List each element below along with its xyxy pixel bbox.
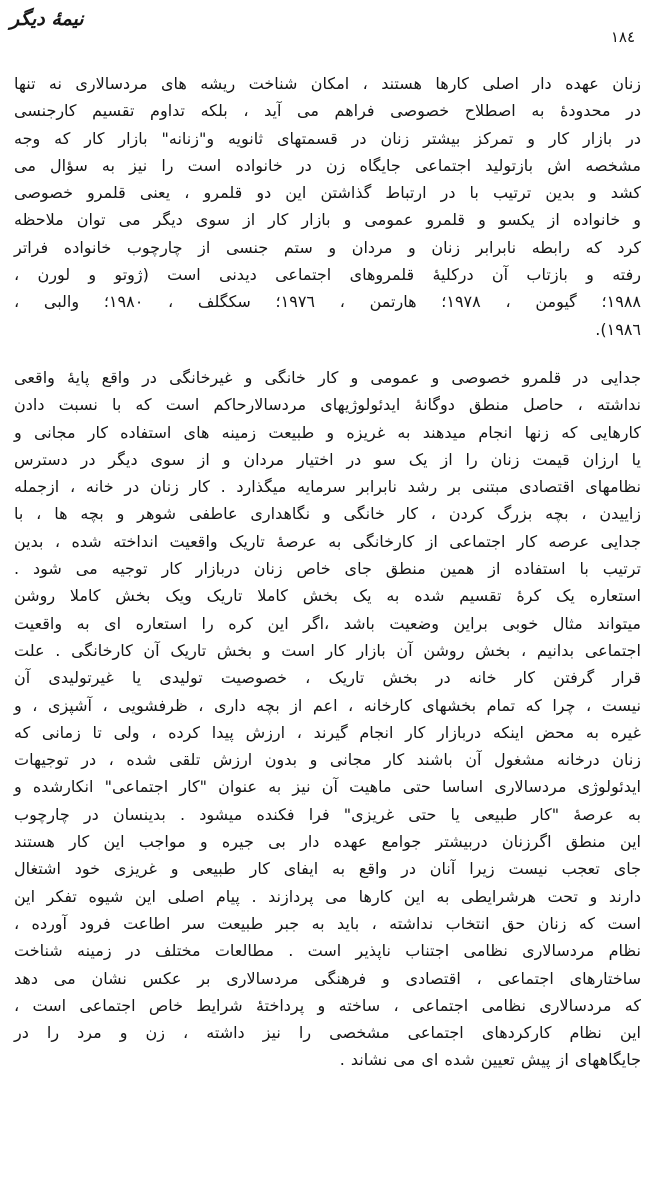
text-line: در بازار کار و تمرکز بیشتر زنان در قسمتهای ثانویه و"زنانه" بازار کار که وجه (14, 128, 641, 148)
text-line: کرد که رابطه نابرابر زنان و مردان و ستم جنسی از چارچوب خانواده فراتر (14, 237, 641, 257)
text-line: در محدودهٔ به اصطلاح خصوصی فراهم می آید ، بلکه تداوم تقسیم کارجنسی (14, 101, 641, 121)
text-line: زنان عهده دار اصلی کارها هستند ، امکان شناخت ریشه های مردسالاری نه تنها (14, 74, 641, 93)
text-line: دارند و تحت هرشرایطی به این کارها می پردازند . پیام اصلی این شیوه تفکر این (14, 886, 641, 906)
text-line: استعاره یک کرهٔ تقسیم شده به یک بخش کاملا تاریک ویک بخش کاملا روشن (14, 586, 641, 606)
text-line: یا ارزان قیمت زنان را از یک سو در اختیار مردان و از سوی دیگر در دسترس (14, 449, 641, 469)
text-line: ترتیب با استفاده از همین منطق جای خاص زنان دربازار کار توجیه می شود . (14, 559, 641, 579)
text-line: غیره به محض اینکه دربازار کار انجام گیرند ، ارزش پیدا کرده ، ولی تا زمانی که (14, 722, 641, 742)
text-line: نظامهای اقتصادی مبتنی بر رشد نابرابر سرمایه میگذارد . کار زنان در خانه ، ازجمله (14, 477, 641, 497)
text-line: رفته و بازتاب آن درکلیهٔ قلمروهای اجتماعی دیدنی است (ژوتو و لورن ، (14, 265, 641, 285)
text-line: ساختارهای اجتماعی ، اقتصادی و فرهنگی مردسالاری بر عکس نشان می دهد (14, 968, 641, 988)
text-line: نداشته ، حاصل منطق دوگانهٔ ایدئولوژیهای مردسالارحاکم است که با نسبت دادن (14, 395, 641, 415)
text-line: کشد و بدین ترتیب با در ارتباط گذاشتن این دو قلمرو ، یعنی قلمرو خصوصی (14, 183, 641, 203)
text-line: نیست ، چرا که تمام بخشهای کارخانه ، اعم از بچه داری ، ظرفشویی ، آشپزی ، و (14, 695, 641, 715)
text-line: اجتماعی بدانیم ، بخش روشن آن بازار کار است و بخش تاریک آن کارخانگی . علت (14, 640, 641, 660)
page-number: ١٨٤ (610, 28, 635, 46)
paragraph-2 (14, 364, 641, 1074)
text-line: جای تعجب نیست زیرا آنان در واقع به ایفای کار طبیعی و غریزی خود اشتغال (14, 859, 641, 879)
text-line: ایدئولوژی مردسالاری اساسا حتی ماهیت آن نیز به عنوان "کار اجتماعی" انکارشده و (14, 777, 641, 797)
page-header (0, 0, 655, 60)
running-title: نیمهٔ دیگر (10, 8, 84, 30)
text-line: نظام مردسالاری نظامی اجتناب ناپذیر است . مطالعات مختلف در زمینه شناخت (14, 941, 641, 961)
text-line: ١٩٨٦). (595, 319, 641, 339)
text-line: ١٩٨٨؛ گیومن ، ١٩٧٨؛ هارتمن ، ١٩٧٦؛ سکگلف ، ١٩٨٠؛ والبی ، (14, 292, 641, 312)
text-line: جدایی عرصه کار اجتماعی از کارخانگی به عرصهٔ تاریک واقعیت انداخته شده ، بدین (14, 531, 641, 551)
paragraph-1 (14, 70, 641, 343)
text-line: میتواند مثال خوبی براین وضعیت باشد ،اگر این کره را استعاره ای به واقعیت (14, 613, 641, 633)
text-line: و خانواده از یکسو و قلمرو عمومی و بازار کار از سوی دیگر می توان ملاحظه (14, 210, 641, 230)
text-line: زاییدن ، بچه بزرگ کردن ، کار خانگی و نگاهداری عاطفی شوهر و بچه ها ، با (14, 504, 641, 524)
text-line: به عرصهٔ "کار طبیعی یا حتی غریزی" فرا فکنده میشود . بدینسان در چارچوب (14, 804, 641, 824)
text-line: قرار گرفتن کار خانه در بخش تاریک ، خصوصیت تولیدی یا غیرتولیدی آن (14, 668, 641, 688)
text-line: زنان درخانه مشغول آن باشند کار مجانی و بدون ارزش تلقی شده ، در توجیهات (14, 750, 641, 770)
text-line: جایگاههای از پیش تعیین شده ای می نشاند . (339, 1050, 641, 1070)
text-line: که مردسالاری نظامی اجتماعی ، ساخته و پرداختهٔ شرایط خاص اجتماعی است ، (14, 995, 641, 1015)
text-line: مشخصه اش بازتولید اجتماعی جایگاه زن در خانواده است را نیز به سؤال می (14, 155, 641, 175)
text-line: کارهایی که زنها انجام میدهند به غریزه و طبیعت زمینه های استفاده کار مجانی و (14, 422, 641, 442)
text-line: این نظام کارکردهای اجتماعی مشخصی را نیز داشته ، زن و مرد را در (14, 1023, 641, 1043)
text-line: جدایی در قلمرو خصوصی و عمومی و کار خانگی و غیرخانگی در واقع پایهٔ واقعی (14, 367, 641, 387)
text-line: است که زنان حق انتخاب نداشته ، باید به جبر طبیعت سر اطاعت فرود آورده ، (14, 913, 641, 933)
body-text (0, 70, 655, 1074)
text-line: این منطق اگرزنان دربیشتر جوامع عهده دار بی جیره و مواجب این کار هستند (14, 832, 641, 852)
